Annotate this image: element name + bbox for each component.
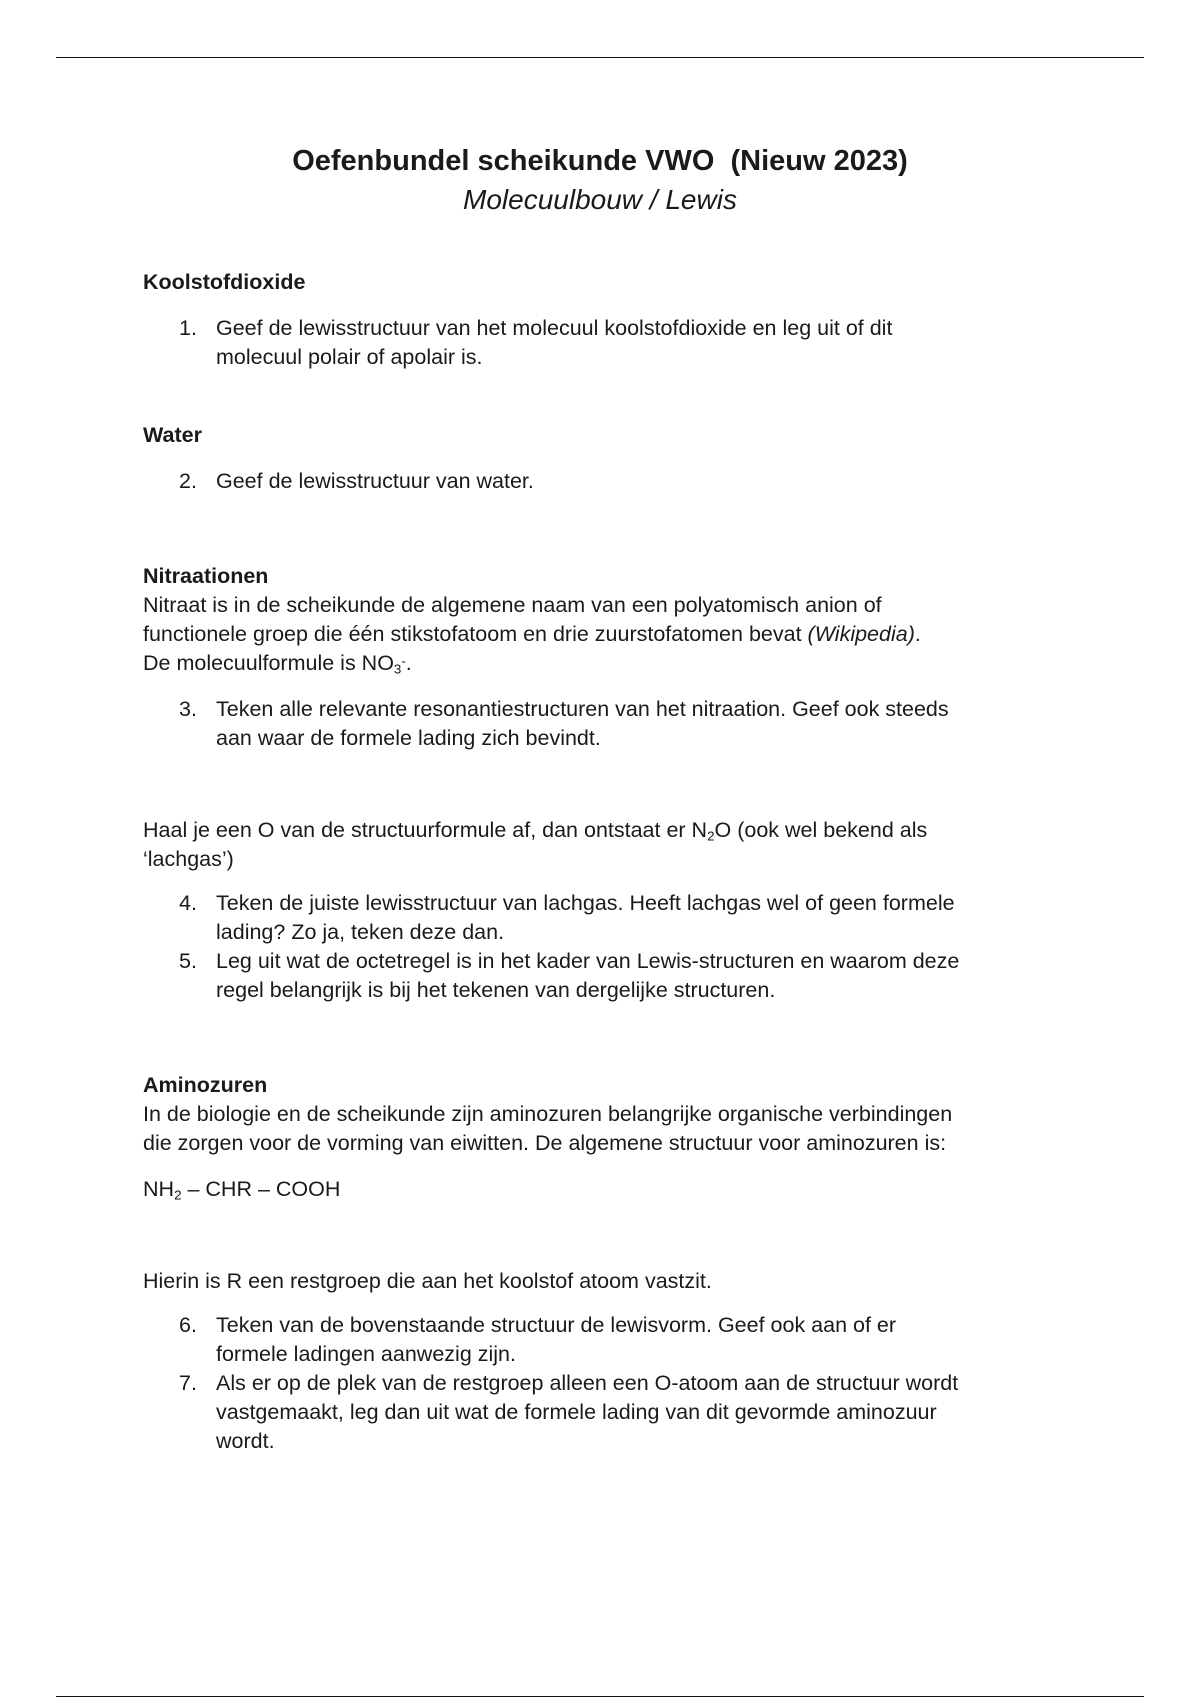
- page-title: Oefenbundel scheikunde VWO (Nieuw 2023): [292, 145, 908, 177]
- question-list: [143, 889, 1083, 1005]
- section-intro: [143, 591, 1083, 678]
- document-body: [143, 268, 1083, 1456]
- question-text: regel belangrijk is bij het tekenen van dergelijke structuren.: [216, 978, 776, 1002]
- question-text: aan waar de formele lading zich bevindt.: [216, 726, 601, 750]
- question-text: Teken van de bovenstaande structuur de lewisvorm. Geef ook aan of er: [216, 1313, 897, 1337]
- question-text: Teken de juiste lewisstructuur van lachgas. Heeft lachgas wel of geen formele: [216, 891, 955, 915]
- section-water: [143, 421, 1083, 496]
- superscript: -: [401, 653, 406, 669]
- question-3: [143, 695, 1083, 753]
- section-heading-aminozuren: Aminozuren: [143, 1073, 268, 1097]
- question-text: Geef de lewisstructuur van water.: [216, 469, 534, 493]
- question-number: 5.: [179, 949, 197, 973]
- section-heading-nitraationen: Nitraationen: [143, 564, 269, 588]
- bottom-rule: [56, 1696, 1144, 1697]
- intro-text: Haal je een O van de structuurformule af, dan ontstaat er N: [143, 818, 708, 842]
- subscript: 2: [174, 1187, 182, 1203]
- amino-acid-formula: [143, 1175, 1083, 1204]
- question-list: [143, 1311, 1083, 1456]
- question-list: [143, 314, 1083, 372]
- question-1: [143, 314, 1083, 372]
- question-5: [143, 947, 1083, 1005]
- question-text: vastgemaakt, leg dan uit wat de formele lading van dit gevormde aminozuur: [216, 1400, 937, 1424]
- intro-text: De molecuulformule is NO: [143, 651, 394, 675]
- question-6: [143, 1311, 1083, 1369]
- question-text: lading? Zo ja, teken deze dan.: [216, 920, 505, 944]
- section-koolstofdioxide: [143, 268, 1083, 372]
- intro-text: O (ook wel bekend als: [714, 818, 928, 842]
- section-intro: [143, 1100, 1083, 1158]
- intro-text: .: [405, 651, 412, 675]
- title-block: [0, 142, 1200, 219]
- question-number: 6.: [179, 1313, 197, 1337]
- intro-text: .: [914, 622, 921, 646]
- question-number: 3.: [179, 697, 197, 721]
- question-2: [143, 467, 1083, 496]
- citation: (Wikipedia): [807, 622, 915, 646]
- section-heading-koolstofdioxide: Koolstofdioxide: [143, 270, 306, 294]
- intro-text: Nitraat is in de scheikunde de algemene naam van een polyatomisch anion of: [143, 593, 882, 617]
- question-text: Teken alle relevante resonantiestructuren van het nitraation. Geef ook steeds: [216, 697, 949, 721]
- restgroup-note: Hierin is R een restgroep die aan het koolstof atoom vastzit.: [143, 1269, 712, 1293]
- question-number: 4.: [179, 891, 197, 915]
- top-rule: [56, 57, 1144, 58]
- page-subtitle: Molecuulbouw / Lewis: [463, 184, 737, 215]
- subscript: 3: [393, 661, 402, 677]
- question-number: 7.: [179, 1371, 197, 1395]
- section-aminozuren: [143, 1071, 1083, 1456]
- formula-text: – CHR – COOH: [181, 1177, 341, 1201]
- question-list: [143, 695, 1083, 753]
- question-number: 2.: [179, 469, 197, 493]
- question-text: wordt.: [216, 1429, 275, 1453]
- formula-text: NH: [143, 1177, 175, 1201]
- question-text: Als er op de plek van de restgroep alleen een O-atoom aan de structuur wordt: [216, 1371, 959, 1395]
- intro-text: die zorgen voor de vorming van eiwitten. De algemene structuur voor aminozuren is:: [143, 1131, 947, 1155]
- question-4: [143, 889, 1083, 947]
- question-text: Leg uit wat de octetregel is in het kader van Lewis-structuren en waarom deze: [216, 949, 960, 973]
- question-text: molecuul polair of apolair is.: [216, 345, 483, 369]
- subscript: 2: [707, 828, 715, 844]
- section-nitraationen: [143, 562, 1083, 1005]
- question-number: 1.: [179, 316, 197, 340]
- question-list: [143, 467, 1083, 496]
- intro-text: ‘lachgas’): [143, 847, 234, 871]
- question-text: formele ladingen aanwezig zijn.: [216, 1342, 516, 1366]
- section-heading-water: Water: [143, 423, 202, 447]
- lachgas-intro: [143, 816, 1083, 874]
- question-7: [143, 1369, 1083, 1456]
- intro-text: In de biologie en de scheikunde zijn aminozuren belangrijke organische verbindingen: [143, 1102, 953, 1126]
- question-text: Geef de lewisstructuur van het molecuul koolstofdioxide en leg uit of dit: [216, 316, 893, 340]
- intro-text: functionele groep die één stikstofatoom en drie zuurstofatomen bevat: [143, 622, 808, 646]
